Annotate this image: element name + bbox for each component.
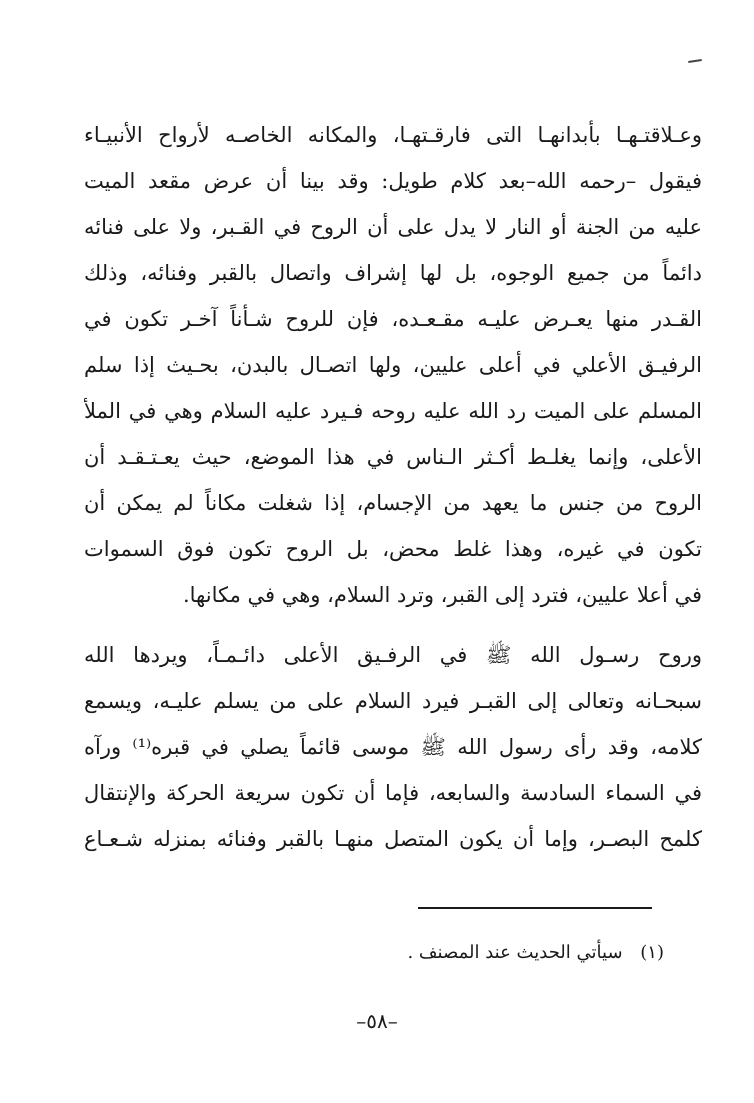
footnote <box>407 938 664 968</box>
page-number: –٥٨– <box>356 1009 398 1033</box>
paragraph-line: الروح من جنس ما يعهد من الإجسام، إذا شغلت مكاناً لم يمكن أن <box>84 491 702 515</box>
paragraph-line: القـدر منها يعـرض عليـه مقـعـده، فإن للروح شـأناً آخـر تكون في <box>84 307 702 331</box>
paragraph-line: سبحـانه وتعالى إلى القبـر فيرد السلام على من يسلم عليـه، ويسمع <box>84 689 702 713</box>
corner-mark <box>688 59 702 63</box>
paragraph-line: فيقول –رحمه الله–بعد كلام طويل: وقد بينا أن عرض مقعد الميت <box>84 169 702 193</box>
paragraph-1 <box>84 112 702 618</box>
footnote-separator <box>418 907 652 909</box>
paragraph-line: وعـلاقتـهـا بأبدانهـا التى فارقـتهـا، والمكانه الخاصـه لأرواح الأنبيـاء <box>84 123 702 147</box>
paragraph-line: كلمح البصـر، وإما أن يكون المتصل منهـا بالقبر وفنائه بمنزله شـعـاع <box>84 827 702 851</box>
paragraph-line: عليه من الجنة أو النار لا يدل على أن الروح في القـبر، ولا على فنائه <box>84 215 702 239</box>
paragraph-line: المسلم على الميت رد الله عليه روحه فـيرد عليه السلام وهي في الملأ <box>84 399 702 423</box>
paragraph-line: تكون في غيره، وهذا غلط محض، بل الروح تكون فوق السموات <box>84 537 702 561</box>
footnote-number: (١) <box>640 942 664 963</box>
paragraph-line: في السماء السادسة والسابعه، فإما أن تكون سريعة الحركة والإنتقال <box>84 781 702 805</box>
paragraph-line: وروح رسـول الله ﷺ في الرفـيق الأعلى دائـمـاً، ويردها الله <box>84 643 702 667</box>
paragraph-line: في أعلا عليين، فترد إلى القبر، وترد السلام، وهي في مكانها. <box>182 583 702 607</box>
paragraph-line: الرفيـق الأعلي في أعلى عليين، ولها اتصـال بالبدن، بحـيث إذا سلم <box>84 353 702 377</box>
paragraph-line: الأعلى، وإنما يغلـط أكـثر الـناس في هذا الموضع، حيث يعـتـقـد أن <box>84 445 702 469</box>
footnote-text: سيأتي الحديث عند المصنف . <box>407 942 623 963</box>
paragraph-2 <box>84 632 702 862</box>
paragraph-line: كلامه، وقد رأى رسول الله ﷺ موسى قائماً يصلي في قبره⁽¹⁾ ورآه <box>84 735 702 759</box>
paragraph-line: دائماً من جميع الوجوه، بل لها إشراف واتصال بالقبر وفنائه، وذلك <box>84 261 702 285</box>
